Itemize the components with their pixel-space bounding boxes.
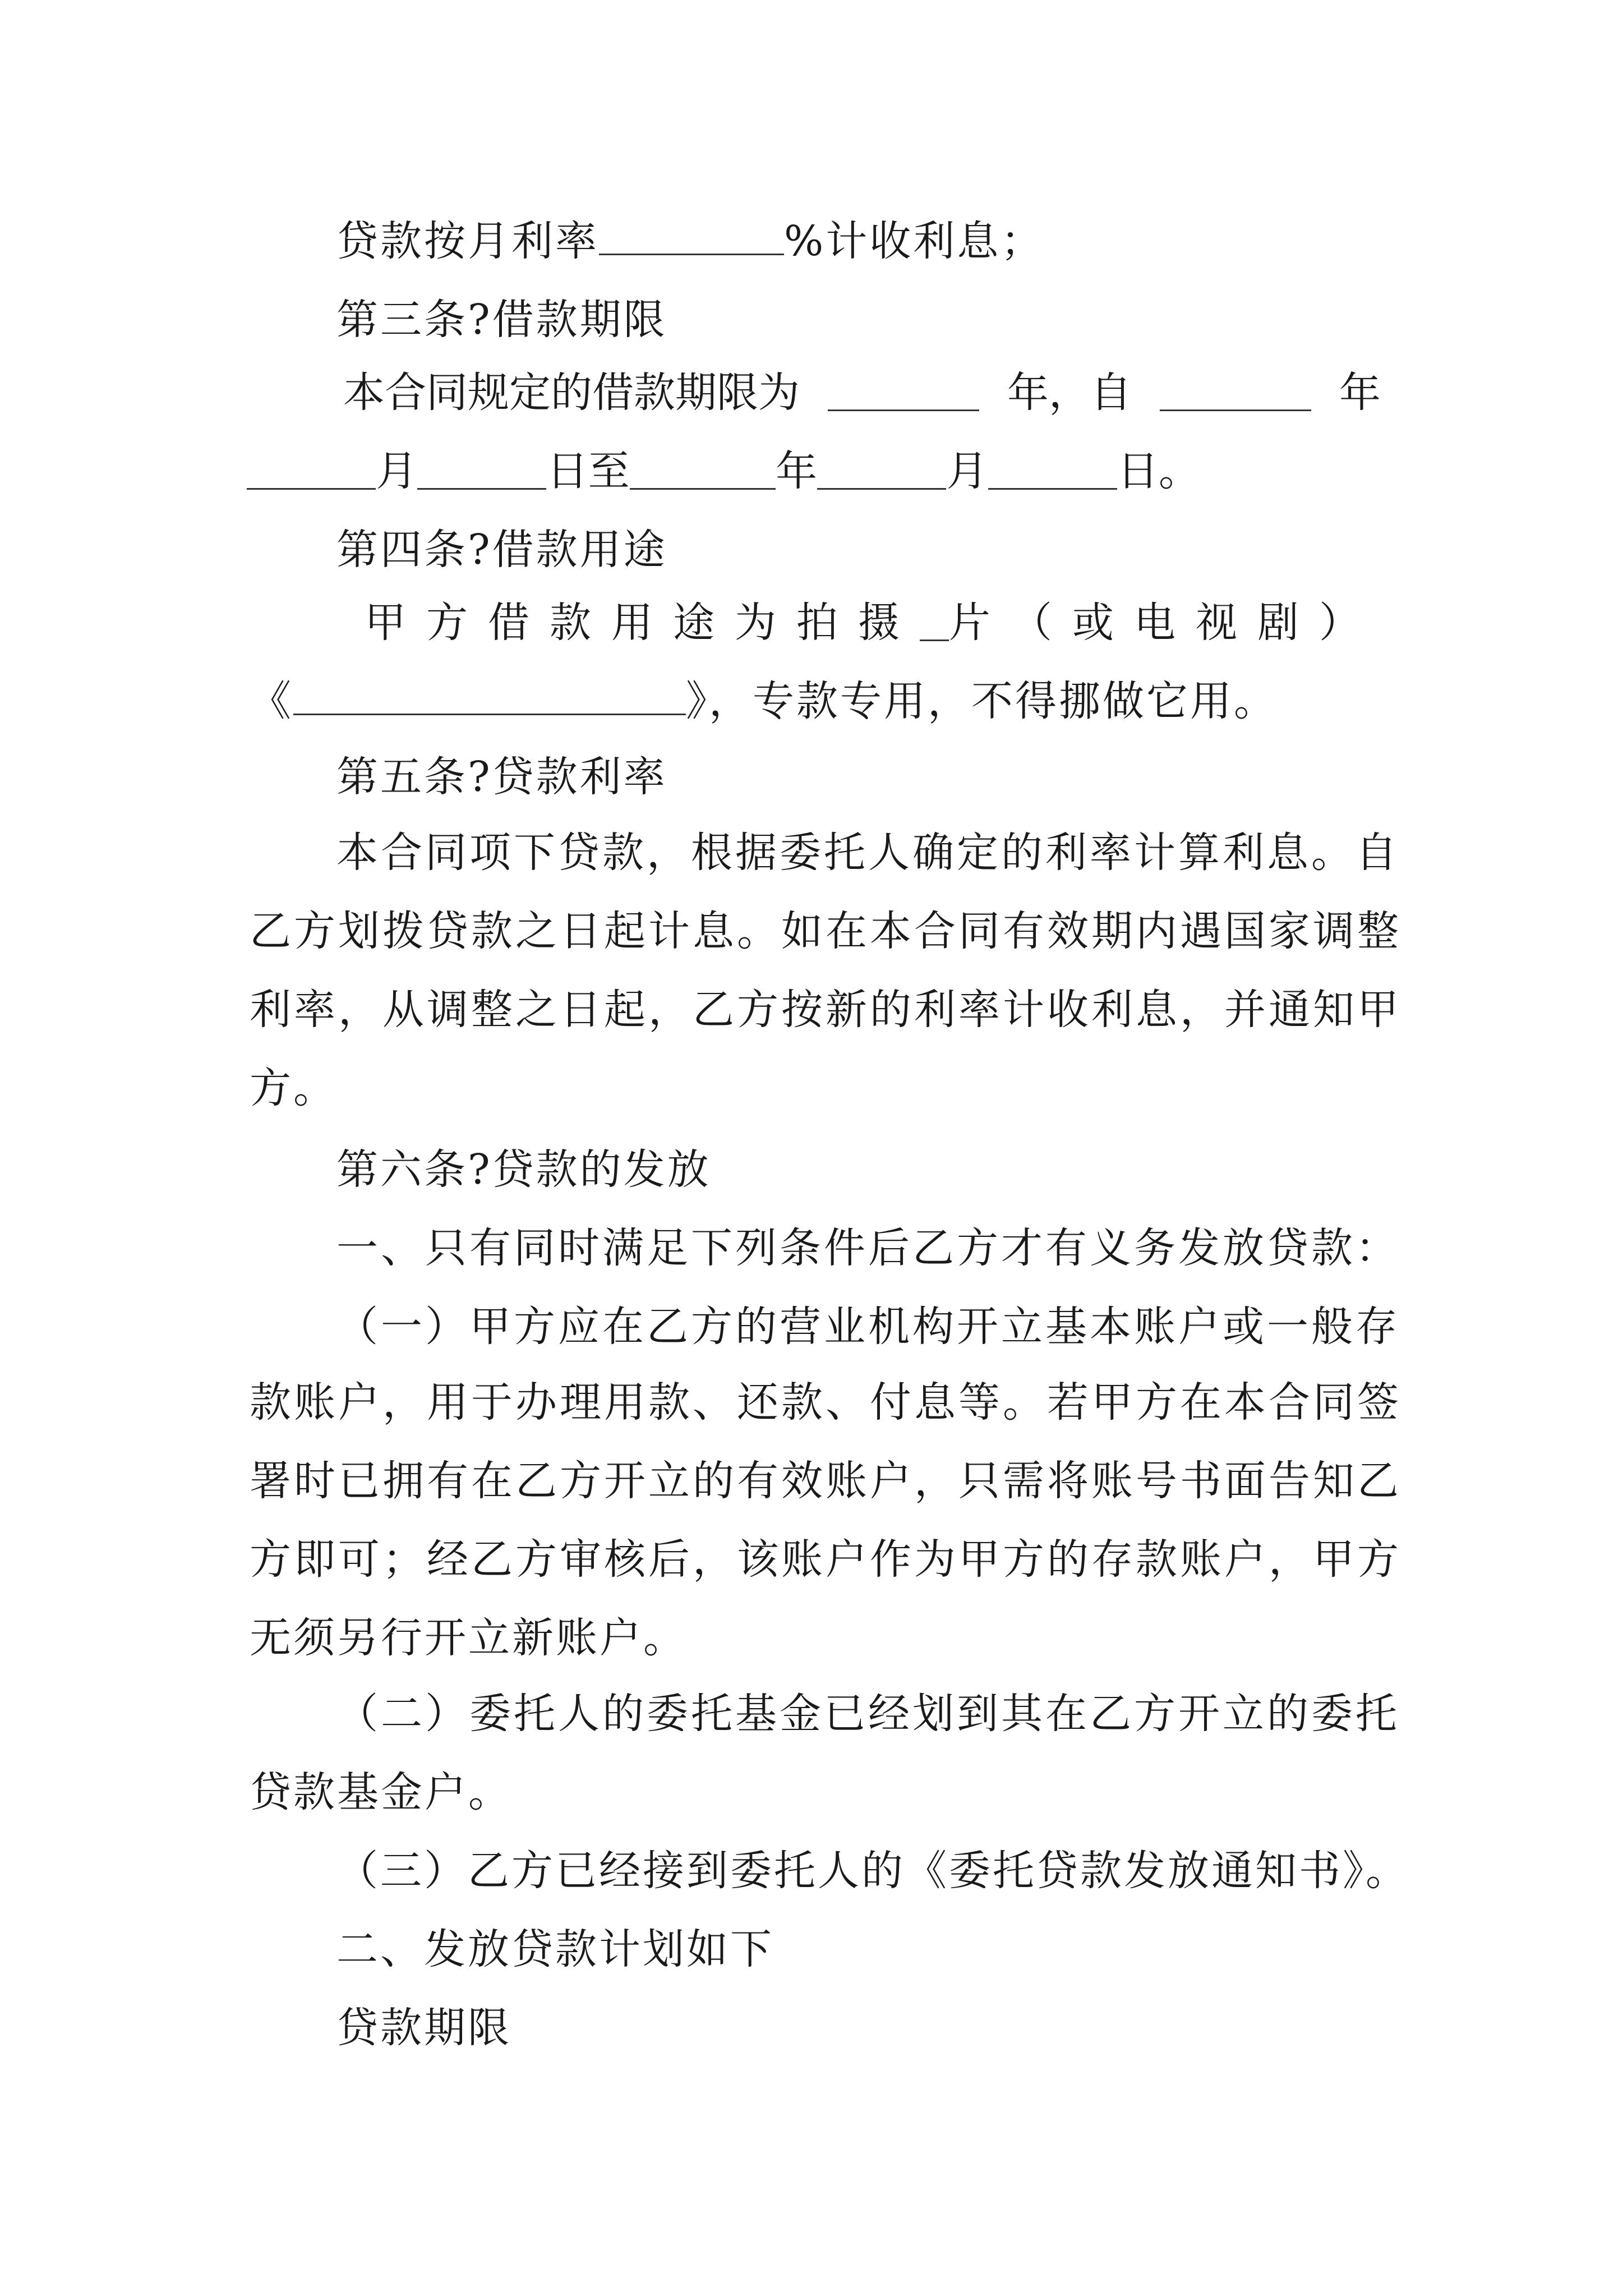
film-title-line bbox=[250, 673, 1278, 729]
article-4-heading: 第四条?借款用途 bbox=[336, 526, 667, 574]
article-5-line-2: 乙方划拨贷款之日起计息。如在本合同有效期内遇国家调整 bbox=[250, 907, 1401, 955]
end-month-blank bbox=[817, 453, 946, 490]
loan-term-line bbox=[343, 365, 1381, 421]
condition-3: （三）乙方已经接到委托人的《委托贷款发放通知书》。 bbox=[336, 1847, 1409, 1895]
condition-2-line-1: （二）委托人的委托基金已经划到其在乙方开立的委托 bbox=[336, 1690, 1400, 1738]
condition-1-line-3: 署时已拥有在乙方开立的有效账户，只需将账号书面告知乙 bbox=[250, 1457, 1401, 1505]
start-month-blank bbox=[247, 453, 376, 490]
end-day-blank bbox=[988, 453, 1117, 490]
day-to-label: 日至 bbox=[546, 447, 630, 495]
loan-term-label: 贷款期限 bbox=[336, 2004, 511, 2052]
special-use-text: 》，专款专用，不得挪做它用。 bbox=[686, 677, 1278, 725]
article-5-line-1: 本合同项下贷款，根据委托人确定的利率计算利息。自 bbox=[336, 829, 1400, 877]
loan-dates-line bbox=[247, 443, 1200, 499]
loan-purpose-text: 甲方借款用途为拍摄 bbox=[365, 599, 920, 647]
article-5-line-4: 方。 bbox=[250, 1064, 337, 1112]
article-6-heading: 第六条?贷款的发放 bbox=[336, 1145, 711, 1194]
title-open-bracket: 《 bbox=[250, 677, 293, 725]
start-year-blank bbox=[1160, 375, 1311, 411]
loan-purpose-line bbox=[365, 595, 1381, 651]
end-day-label: 日。 bbox=[1117, 447, 1200, 495]
article-3-heading: 第三条?借款期限 bbox=[336, 296, 667, 344]
condition-intro: 一、只有同时满足下列条件后乙方才有义务发放贷款： bbox=[336, 1224, 1400, 1272]
article-5-heading: 第五条?贷款利率 bbox=[336, 753, 667, 801]
loan-term-text: 本合同规定的借款期限为 bbox=[343, 369, 800, 417]
end-year-label: 年 bbox=[776, 447, 818, 495]
loan-term-years-blank bbox=[828, 375, 979, 411]
condition-2-line-2: 贷款基金户。 bbox=[250, 1768, 512, 1816]
month-label: 月 bbox=[376, 447, 418, 495]
start-day-blank bbox=[417, 453, 546, 490]
condition-1-line-5: 无须另行开立新账户。 bbox=[250, 1614, 687, 1662]
disbursement-plan-heading: 二、发放贷款计划如下 bbox=[336, 1925, 774, 1973]
interest-rate-tail: %计收利息； bbox=[784, 217, 1045, 265]
loan-term-from: 年，自 bbox=[1007, 369, 1132, 417]
film-or-tv-label: 片（或电视剧） bbox=[949, 599, 1381, 647]
article-5-line-3: 利率，从调整之日起，乙方按新的利率计收利息，并通知甲 bbox=[250, 986, 1401, 1034]
end-month-label: 月 bbox=[946, 447, 988, 495]
year-label: 年 bbox=[1339, 369, 1381, 417]
film-type-blank bbox=[920, 605, 949, 641]
interest-rate-text: 贷款按月利率 bbox=[336, 217, 599, 265]
end-year-blank bbox=[630, 453, 776, 490]
condition-1-line-1: （一）甲方应在乙方的营业机构开立基本账户或一般存 bbox=[336, 1303, 1400, 1351]
condition-1-line-2: 款账户，用于办理用款、还款、付息等。若甲方在本合同签 bbox=[250, 1378, 1401, 1427]
condition-1-line-4: 方即可；经乙方审核后，该账户作为甲方的存款账户，甲方 bbox=[250, 1535, 1401, 1584]
interest-rate-line bbox=[336, 213, 1044, 269]
film-title-blank bbox=[293, 679, 686, 715]
interest-rate-blank bbox=[599, 219, 784, 255]
